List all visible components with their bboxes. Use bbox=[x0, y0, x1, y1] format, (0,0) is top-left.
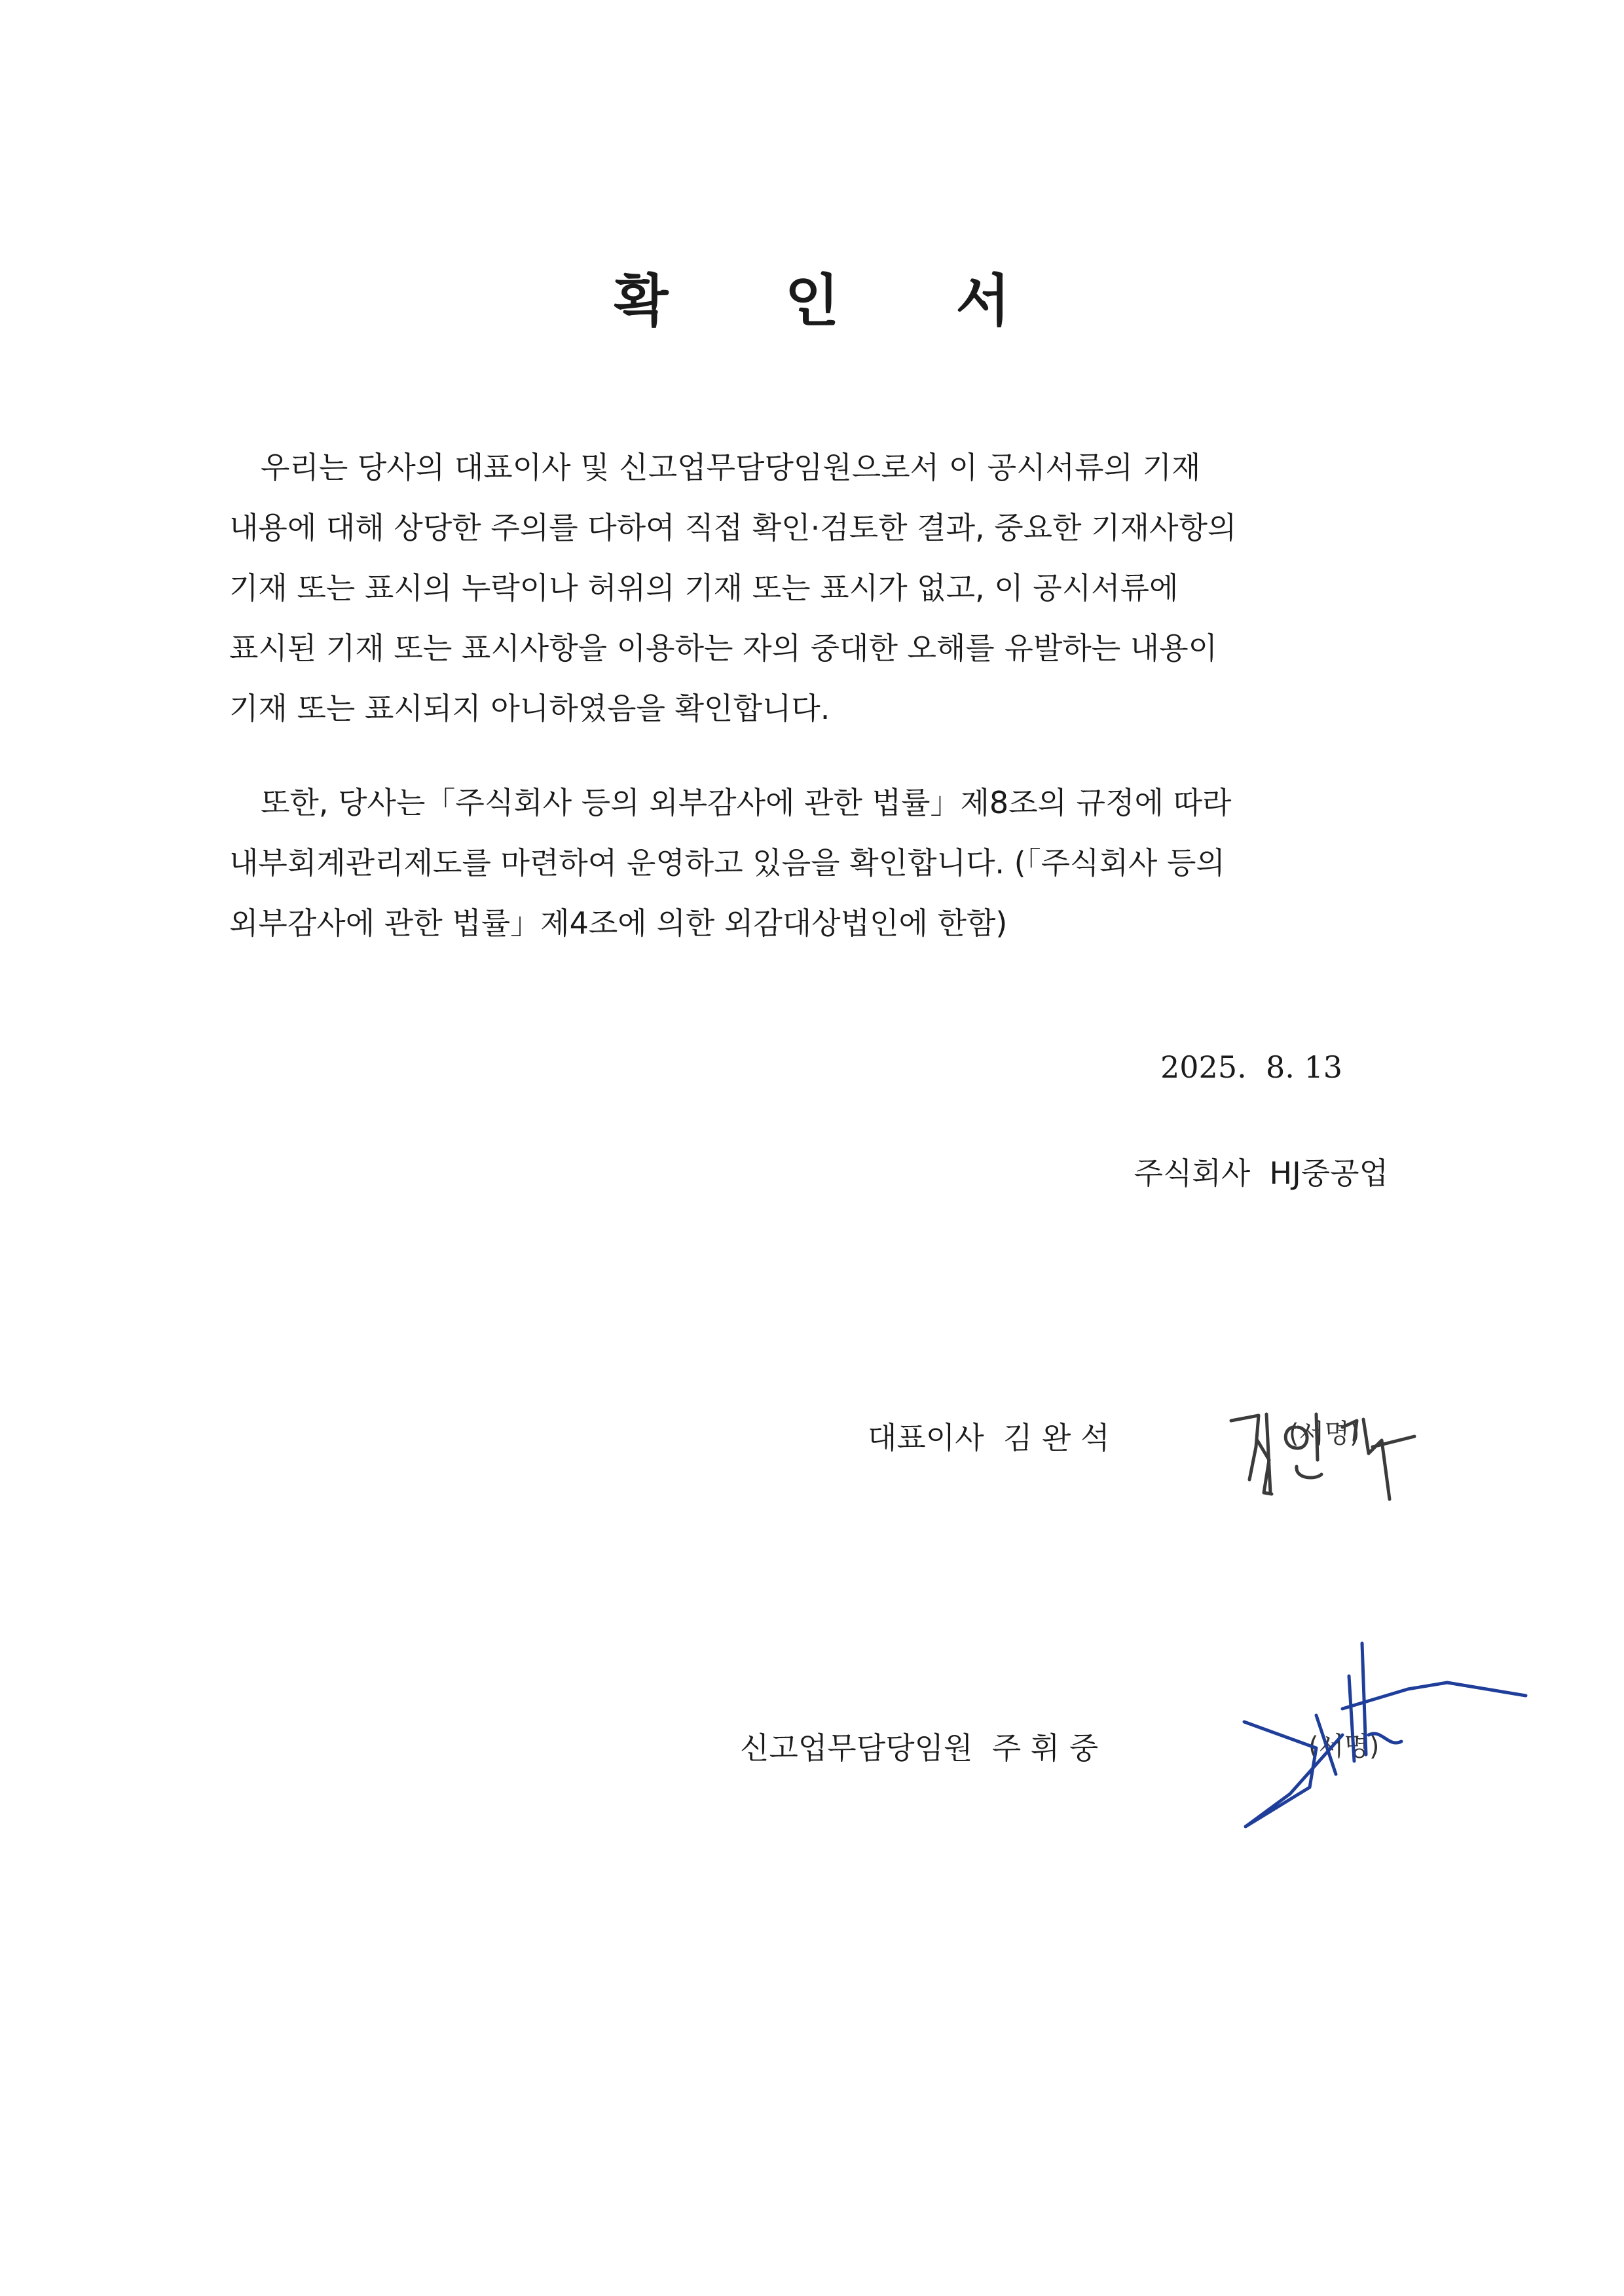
confirmation-paragraph bbox=[229, 437, 1388, 738]
paragraph-line: 기재 또는 표시되지 아니하였음을 확인합니다. bbox=[229, 691, 830, 726]
internal-control-paragraph bbox=[229, 773, 1388, 953]
disclosure-officer-seal-label: (서명) bbox=[1308, 1732, 1380, 1762]
document-title: 확 인 서 bbox=[614, 268, 1059, 334]
document-date: 2025. 8. 13 bbox=[1160, 1049, 1342, 1085]
paragraph-line: 외부감사에 관한 법률」제4조에 의한 외감대상법인에 한함) bbox=[229, 905, 1008, 941]
paragraph-line: 표시된 기재 또는 표시사항을 이용하는 자의 중대한 오해를 유발하는 내용이 bbox=[229, 630, 1218, 666]
paragraph-line: 내부회계관리제도를 마련하여 운영하고 있음을 확인합니다. (「주식회사 등의 bbox=[229, 845, 1225, 881]
paragraph-line: 내용에 대해 상당한 주의를 다하여 직접 확인·검토한 결과, 중요한 기재사항의 bbox=[229, 510, 1237, 545]
company-name: 주식회사 HJ중공업 bbox=[1134, 1156, 1388, 1191]
ceo-signature-icon bbox=[1218, 1401, 1441, 1506]
paragraph-line: 또한, 당사는「주식회사 등의 외부감사에 관한 법률」제8조의 규정에 따라 bbox=[261, 785, 1232, 820]
ceo-seal-label: (서명) bbox=[1289, 1419, 1360, 1449]
paragraph-line: 기재 또는 표시의 누락이나 허위의 기재 또는 표시가 없고, 이 공시서류에 bbox=[229, 570, 1179, 606]
ceo-signer: 대표이사 김 완 석 bbox=[868, 1420, 1110, 1455]
disclosure-officer-signature-icon bbox=[1238, 1637, 1539, 1833]
disclosure-officer-signer: 신고업무담당임원 주 휘 중 bbox=[740, 1730, 1099, 1766]
paragraph-line: 우리는 당사의 대표이사 및 신고업무담당임원으로서 이 공시서류의 기재 bbox=[261, 450, 1201, 485]
